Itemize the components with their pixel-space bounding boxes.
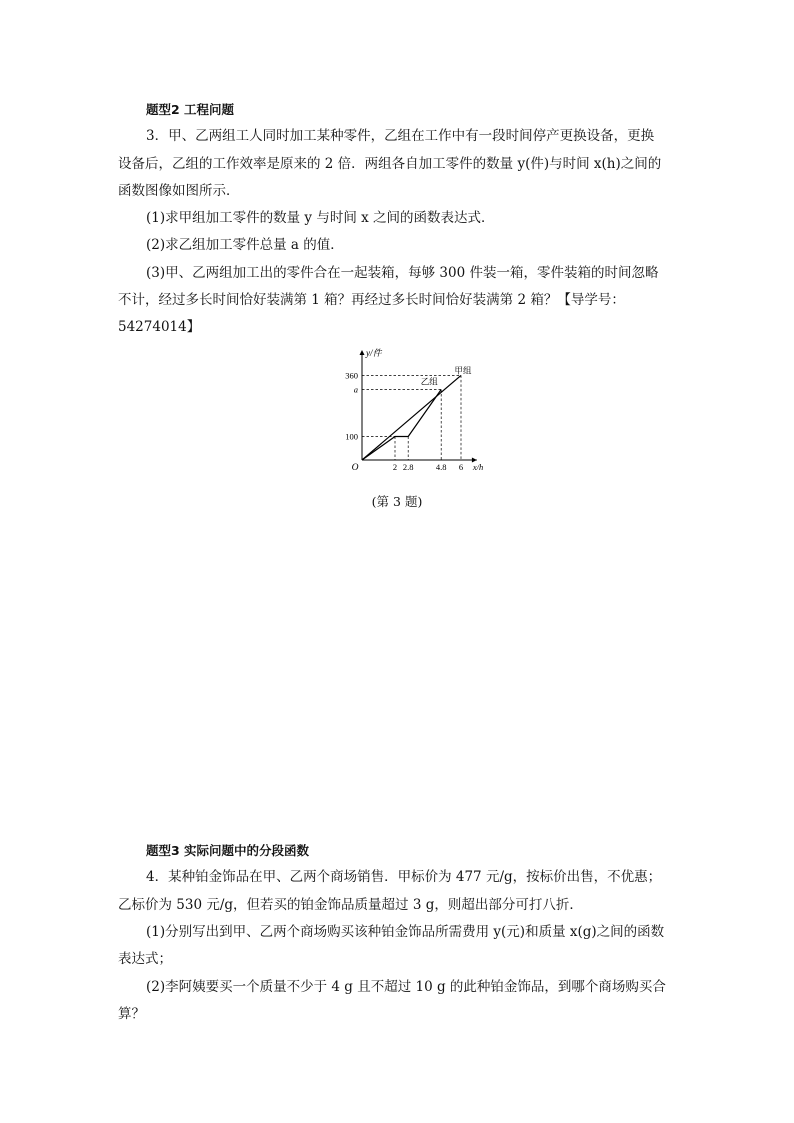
section-heading-3: 题型3 实际问题中的分段函数 (146, 843, 310, 858)
figure-caption: (第 3 题) (371, 494, 423, 509)
problem3-figure (330, 340, 490, 480)
problem4-part2-line-1: (2)李阿姨要买一个质量不少于 4 g 且不超过 10 g 的此种铂金饰品，到哪个商场购买合 (146, 979, 666, 995)
x-tick-label-4-8: 4.8 (435, 462, 447, 472)
y-tick-label-100: 100 (345, 431, 358, 442)
problem3-part3-line-1: (3)甲、乙两组加工出的零件合在一起装箱，每够 300 件装一箱，零件装箱的时间忽略 (146, 265, 659, 281)
problem3-part1: (1)求甲组加工零件的数量 y 与时间 x 之间的函数表达式． (146, 210, 495, 226)
y-tick-label-360: 360 (345, 370, 358, 381)
y-tick-label-a: a (353, 384, 358, 395)
section-heading-2: 题型2 工程问题 (146, 102, 235, 117)
problem3-part3-line-2: 不计，经过多长时间恰好装满第 1 箱？再经过多长时间恰好装满第 2 箱？【导学号： (118, 292, 625, 308)
problem3-part2: (2)求乙组加工零件总量 a 的值． (146, 237, 344, 253)
x-axis-label: x/h (472, 462, 484, 472)
series-line-jia (362, 375, 461, 460)
x-tick-label-2-8: 2.8 (402, 462, 414, 472)
origin-label: O (351, 463, 359, 473)
series-label-jia: 甲组 (454, 365, 472, 376)
problem4-line-1: 4．某种铂金饰品在甲、乙两个商场销售．甲标价为 477 元/g，按标价出售，不优惠； (146, 869, 662, 885)
problem4-part1-line-2: 表达式； (118, 951, 172, 967)
y-axis-arrow (360, 350, 365, 355)
problem3-line-3: 函数图像如图所示． (118, 183, 240, 199)
x-tick-label-2: 2 (392, 462, 398, 472)
series-label-yi: 乙组 (420, 376, 438, 387)
problem3-line-1: 3．甲、乙两组工人同时加工某种零件，乙组在工作中有一段时间停产更换设备，更换 (146, 128, 655, 144)
y-axis-label: y/件 (366, 348, 382, 358)
problem4-part1-line-1: (1)分别写出到甲、乙两个商场购买该种铂金饰品所需费用 y(元)和质量 x(g)之间的函数 (146, 924, 665, 940)
problem3-guide-number: 54274014】 (118, 319, 201, 335)
problem4-part2-line-2: 算？ (118, 1006, 145, 1022)
problem3-line-2: 设备后，乙组的工作效率是原来的 2 倍．两组各自加工零件的数量 y(件)与时间 x(h)之间的 (118, 156, 662, 172)
x-tick-label-6: 6 (458, 462, 464, 472)
problem4-line-2: 乙标价为 530 元/g，但若买的铂金饰品质量超过 3 g，则超出部分可打八折． (118, 897, 583, 913)
